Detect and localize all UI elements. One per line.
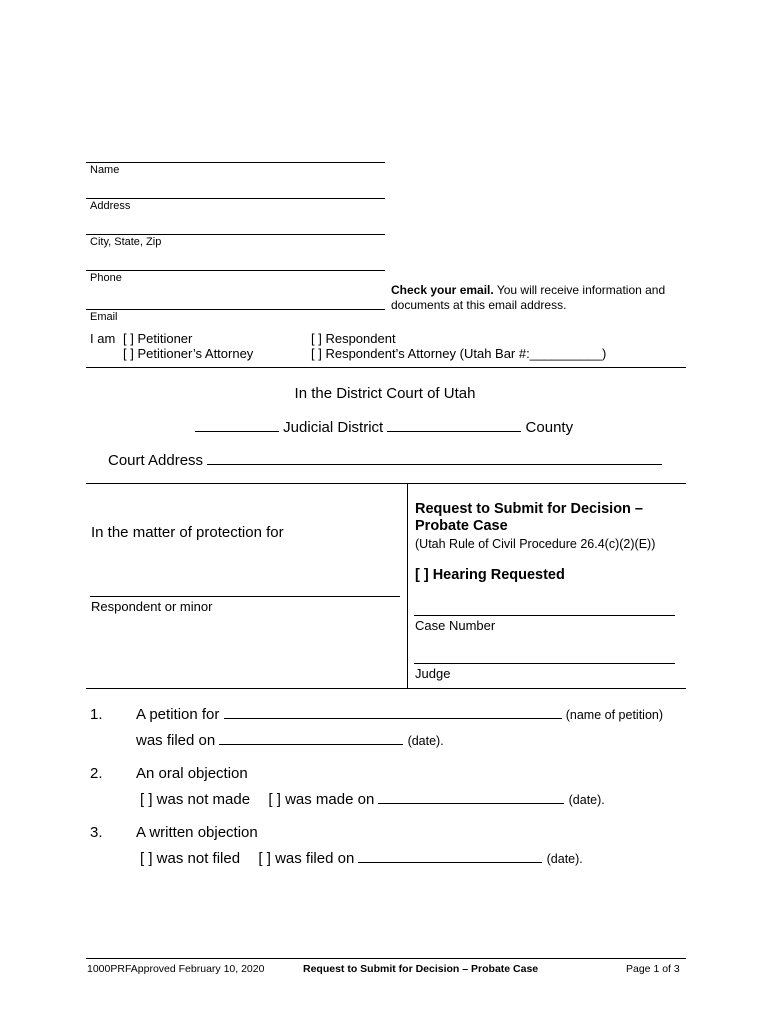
oral-date-field[interactable]: [378, 803, 564, 804]
court-title: In the District Court of Utah: [294, 385, 476, 402]
caption-divider: [407, 483, 408, 688]
item-1-note: (name of petition): [565, 708, 664, 722]
i-am-label: I am: [90, 331, 116, 346]
item-3-date-note: (date).: [546, 852, 583, 866]
footer-form-id: 1000PRFApproved February 10, 2020: [87, 963, 265, 975]
item-3-options: [140, 850, 583, 867]
court-address-row: [108, 452, 662, 469]
petition-name-field[interactable]: [224, 718, 562, 719]
email-note-text: You will receive information and documents at this email address.: [391, 283, 666, 312]
county-field[interactable]: [387, 431, 521, 432]
doc-title-line1: Request to Submit for Decision –: [415, 501, 643, 517]
court-address-label: Court Address: [108, 452, 204, 469]
item-3-number: 3.: [90, 824, 103, 841]
phone-line[interactable]: [86, 270, 385, 271]
email-label: Email: [90, 311, 118, 323]
petitioner-attorney-checkbox[interactable]: [ ] Petitioner’s Attorney: [123, 346, 254, 361]
doc-title: [415, 501, 643, 535]
item-2-options: [140, 791, 605, 808]
oral-made-checkbox[interactable]: [ ] was made on: [268, 791, 375, 808]
judge-label: Judge: [415, 666, 451, 681]
written-not-filed-checkbox[interactable]: [ ] was not filed: [140, 850, 241, 867]
written-date-field[interactable]: [358, 862, 542, 863]
phone-label: Phone: [90, 272, 122, 284]
email-line[interactable]: [86, 309, 385, 310]
county-label: County: [525, 419, 574, 436]
item-1-line1: [136, 706, 663, 723]
footer-title: Request to Submit for Decision – Probate Case: [303, 963, 539, 975]
item-2-text: An oral objection: [136, 765, 248, 782]
item-1-number: 1.: [90, 706, 103, 723]
footer-rule: [86, 958, 686, 959]
respondent-checkbox[interactable]: [ ] Respondent: [311, 331, 396, 346]
respondent-attorney-checkbox[interactable]: [ ] Respondent’s Attorney (Utah Bar #:__________): [311, 346, 607, 361]
respondent-line[interactable]: [90, 596, 400, 597]
case-number-line[interactable]: [414, 615, 675, 616]
name-label: Name: [90, 164, 120, 176]
court-address-field[interactable]: [207, 464, 662, 465]
petition-date-field[interactable]: [219, 744, 403, 745]
petitioner-checkbox[interactable]: [ ] Petitioner: [123, 331, 193, 346]
item-1-text: A petition for: [136, 706, 220, 723]
address-label: Address: [90, 200, 131, 212]
item-2-number: 2.: [90, 765, 103, 782]
item-1-line2: [136, 732, 444, 749]
judge-line[interactable]: [414, 663, 675, 664]
caption-bottom-border: [86, 688, 686, 689]
written-filed-checkbox[interactable]: [ ] was filed on: [258, 850, 355, 867]
matter-label: In the matter of protection for: [91, 524, 284, 541]
hearing-requested-checkbox[interactable]: [ ] Hearing Requested: [415, 567, 565, 583]
name-line[interactable]: [86, 162, 385, 163]
item-1-date-note: (date).: [407, 734, 444, 748]
item-3-text: A written objection: [136, 824, 258, 841]
doc-title-line2: Probate Case: [415, 518, 508, 534]
respondent-label: Respondent or minor: [91, 599, 213, 614]
footer-page: Page 1 of 3: [626, 963, 680, 975]
judicial-district-label: Judicial District: [283, 419, 384, 436]
case-number-label: Case Number: [415, 618, 496, 633]
city-label: City, State, Zip: [90, 236, 162, 248]
judicial-district-row: [195, 419, 573, 436]
email-note-bold: Check your email.: [391, 283, 494, 297]
section-divider: [86, 367, 686, 368]
email-note: [391, 283, 671, 313]
item-1-filed-text: was filed on: [136, 732, 216, 749]
caption-top-border: [86, 483, 686, 484]
city-line[interactable]: [86, 234, 385, 235]
address-line[interactable]: [86, 198, 385, 199]
item-2-date-note: (date).: [568, 793, 605, 807]
oral-not-made-checkbox[interactable]: [ ] was not made: [140, 791, 251, 808]
district-number-field[interactable]: [195, 431, 279, 432]
rule-citation: (Utah Rule of Civil Procedure 26.4(c)(2)(E)): [415, 537, 656, 551]
